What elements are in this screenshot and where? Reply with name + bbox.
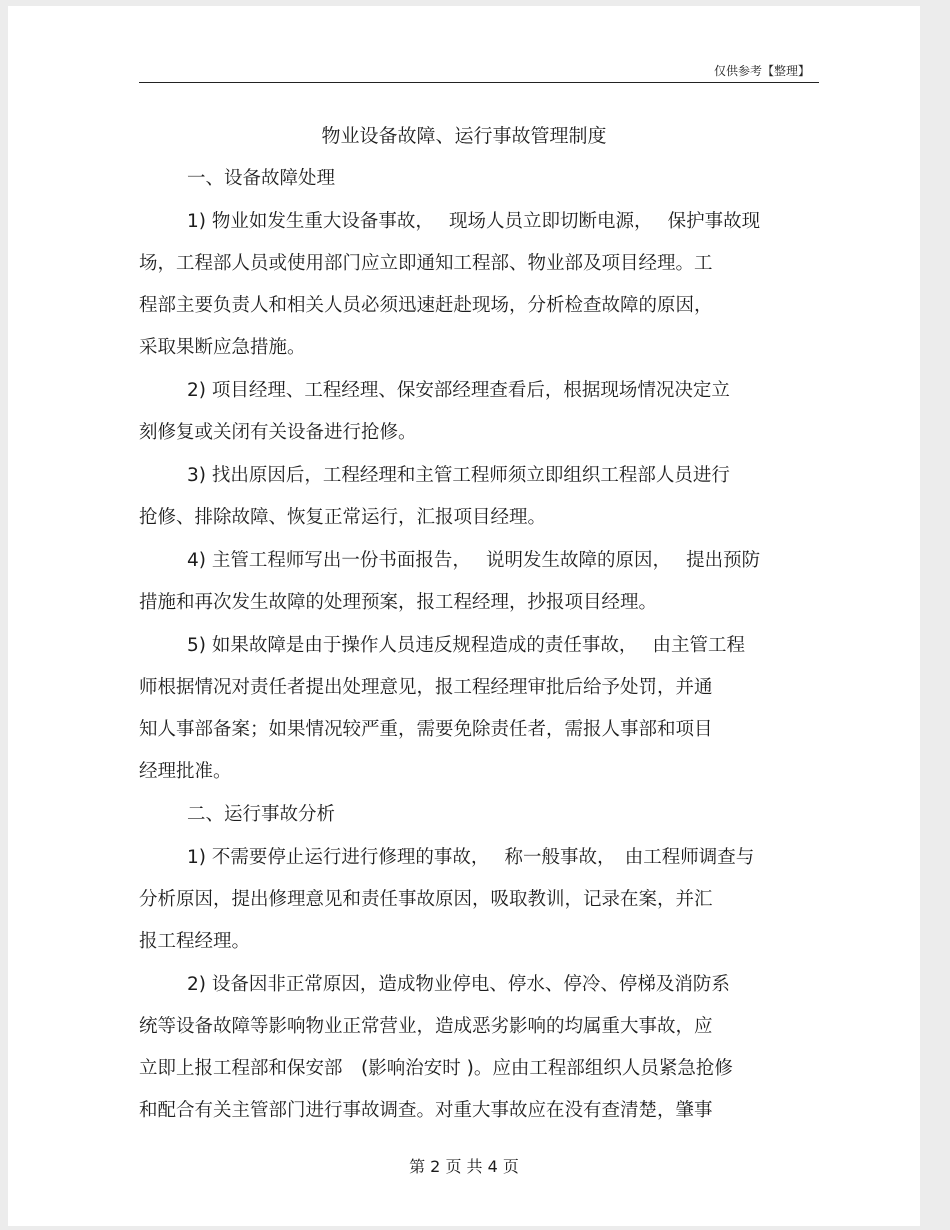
paragraph-line: 2) 设备因非正常原因，造成物业停电、停水、停冷、停梯及消防系 [187, 974, 730, 995]
paragraph-line: 抢修、排除故障、恢复正常运行，汇报项目经理。 [139, 507, 547, 528]
document-page [8, 6, 920, 1226]
section-heading: 二、运行事故分析 [187, 804, 336, 825]
paragraph-line: 经理批准。 [139, 761, 232, 782]
header-note: 仅供参考【整理】 [713, 64, 810, 78]
paragraph-line: 分析原因，提出修理意见和责任事故原因，吸取教训，记录在案，并汇 [139, 889, 713, 910]
paragraph [139, 548, 819, 616]
paragraph-line: 措施和再次发生故障的处理预案，报工程经理，抄报项目经理。 [139, 592, 658, 613]
paragraph [139, 972, 819, 1124]
paragraph-line: 5) 如果故障是由于操作人员违反规程造成的责任事故， 由主管工程 [187, 635, 746, 656]
paragraph [139, 845, 819, 955]
document-body [139, 166, 819, 1141]
paragraph [139, 633, 819, 785]
paragraph-line: 1) 物业如发生重大设备事故， 现场人员立即切断电源， 保护事故现 [187, 211, 761, 232]
paragraph-line: 和配合有关主管部门进行事故调查。对重大事故应在没有查清楚，肇事 [139, 1100, 713, 1121]
page-number: 第 2 页 共 4 页 [409, 1157, 519, 1176]
section-heading: 一、设备故障处理 [187, 168, 336, 189]
paragraph-line: 4) 主管工程师写出一份书面报告， 说明发生故障的原因， 提出预防 [187, 550, 761, 571]
paragraph-line: 报工程经理。 [139, 931, 251, 952]
paragraph-line: 统等设备故障等影响物业正常营业，造成恶劣影响的均属重大事故，应 [139, 1016, 713, 1037]
header-divider [139, 82, 819, 83]
paragraph-line: 程部主要负责人和相关人员必须迅速赶赴现场，分析检查故障的原因， [139, 295, 713, 316]
paragraph-line: 刻修复或关闭有关设备进行抢修。 [139, 422, 417, 443]
paragraph-line: 2) 项目经理、工程经理、保安部经理查看后，根据现场情况决定立 [187, 380, 730, 401]
paragraph [139, 209, 819, 361]
paragraph-line: 采取果断应急措施。 [139, 337, 306, 358]
paragraph-line: 知人事部备案；如果情况较严重，需要免除责任者，需报人事部和项目 [139, 719, 713, 740]
paragraph-line: 场，工程部人员或使用部门应立即通知工程部、物业部及项目经理。工 [139, 253, 713, 274]
paragraph-line: 立即上报工程部和保安部 (影响治安时 )。应由工程部组织人员紧急抢修 [139, 1058, 733, 1079]
document-title: 物业设备故障、运行事故管理制度 [321, 125, 607, 147]
paragraph [139, 463, 819, 531]
paragraph [139, 378, 819, 446]
paragraph-line: 1) 不需要停止运行进行修理的事故， 称一般事故， 由工程师调查与 [187, 847, 755, 868]
paragraph-line: 师根据情况对责任者提出处理意见，报工程经理审批后给予处罚，并通 [139, 677, 713, 698]
paragraph-line: 3) 找出原因后，工程经理和主管工程师须立即组织工程部人员进行 [187, 465, 730, 486]
